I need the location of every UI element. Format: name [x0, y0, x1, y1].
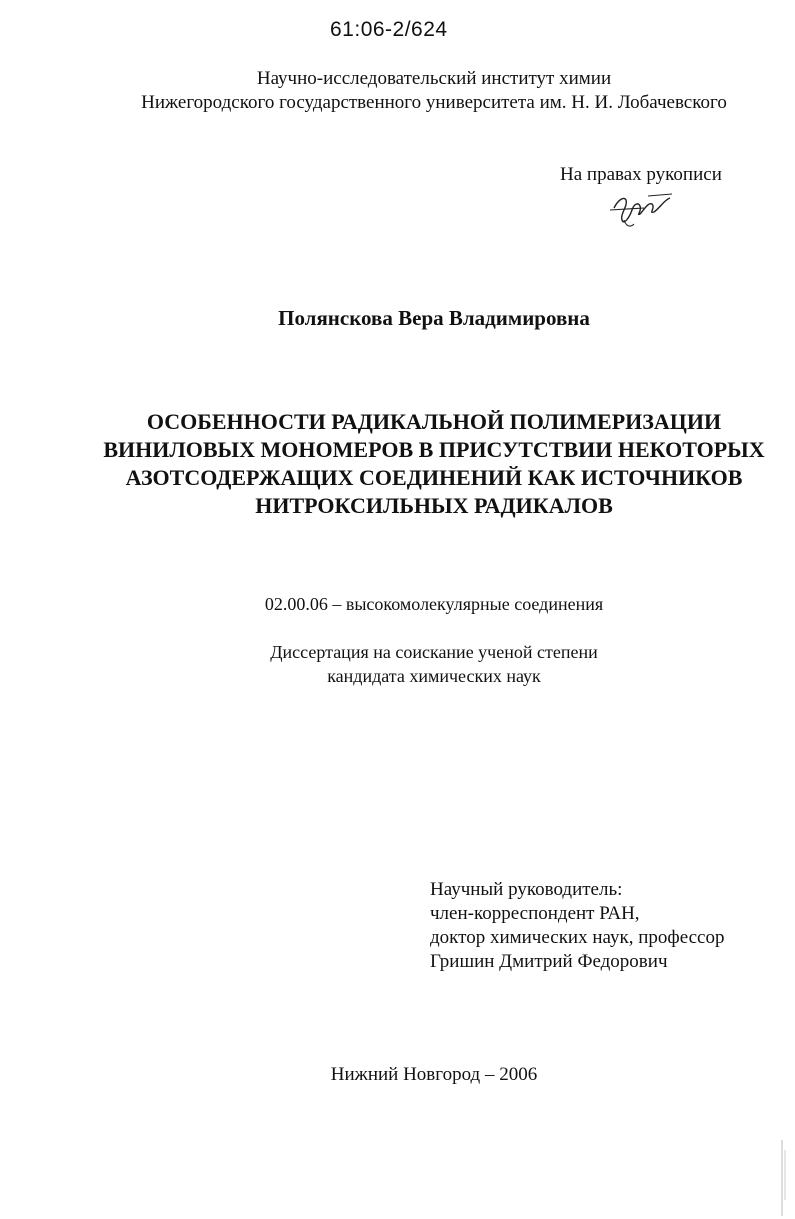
degree-line-2: кандидата химических наук: [327, 666, 541, 686]
scan-edge-mark-icon: [776, 1140, 790, 1216]
institution-line-2: Нижегородского государственного университета им. Н. И. Лобачевского: [141, 92, 727, 113]
supervisor-name: Гришин Дмитрий Федорович: [430, 951, 668, 972]
supervisor-title-1: член-корреспондент РАН,: [430, 903, 640, 924]
title-line: АЗОТСОДЕРЖАЩИХ СОЕДИНЕНИЙ КАК ИСТОЧНИКОВ: [125, 465, 743, 490]
title-line: ВИНИЛОВЫХ МОНОМЕРОВ В ПРИСУТСТВИИ НЕКОТОРЫХ: [103, 437, 765, 462]
author-name: Полянскова Вера Владимировна: [278, 306, 590, 330]
archive-stamp-number: 61:06-2/624: [330, 18, 448, 41]
supervisor-title-2: доктор химических наук, профессор: [430, 927, 725, 948]
title-line: ОСОБЕННОСТИ РАДИКАЛЬНОЙ ПОЛИМЕРИЗАЦИИ: [146, 409, 722, 434]
supervisor-heading: Научный руководитель:: [430, 879, 623, 900]
supervisor-block: [430, 878, 724, 974]
degree-statement: [0, 640, 795, 688]
dissertation-title: [0, 408, 795, 520]
manuscript-rights-note: На правах рукописи: [560, 164, 722, 185]
city-and-year: Нижний Новгород – 2006: [330, 1064, 538, 1085]
handwritten-signature-icon: [604, 186, 674, 230]
title-line: НИТРОКСИЛЬНЫХ РАДИКАЛОВ: [255, 493, 613, 518]
institution-line-1: Научно-исследовательский институт химии: [256, 68, 612, 89]
specialty-code: 02.00.06 – высокомолекулярные соединения: [264, 594, 604, 614]
degree-line-1: Диссертация на соискание ученой степени: [270, 642, 598, 662]
